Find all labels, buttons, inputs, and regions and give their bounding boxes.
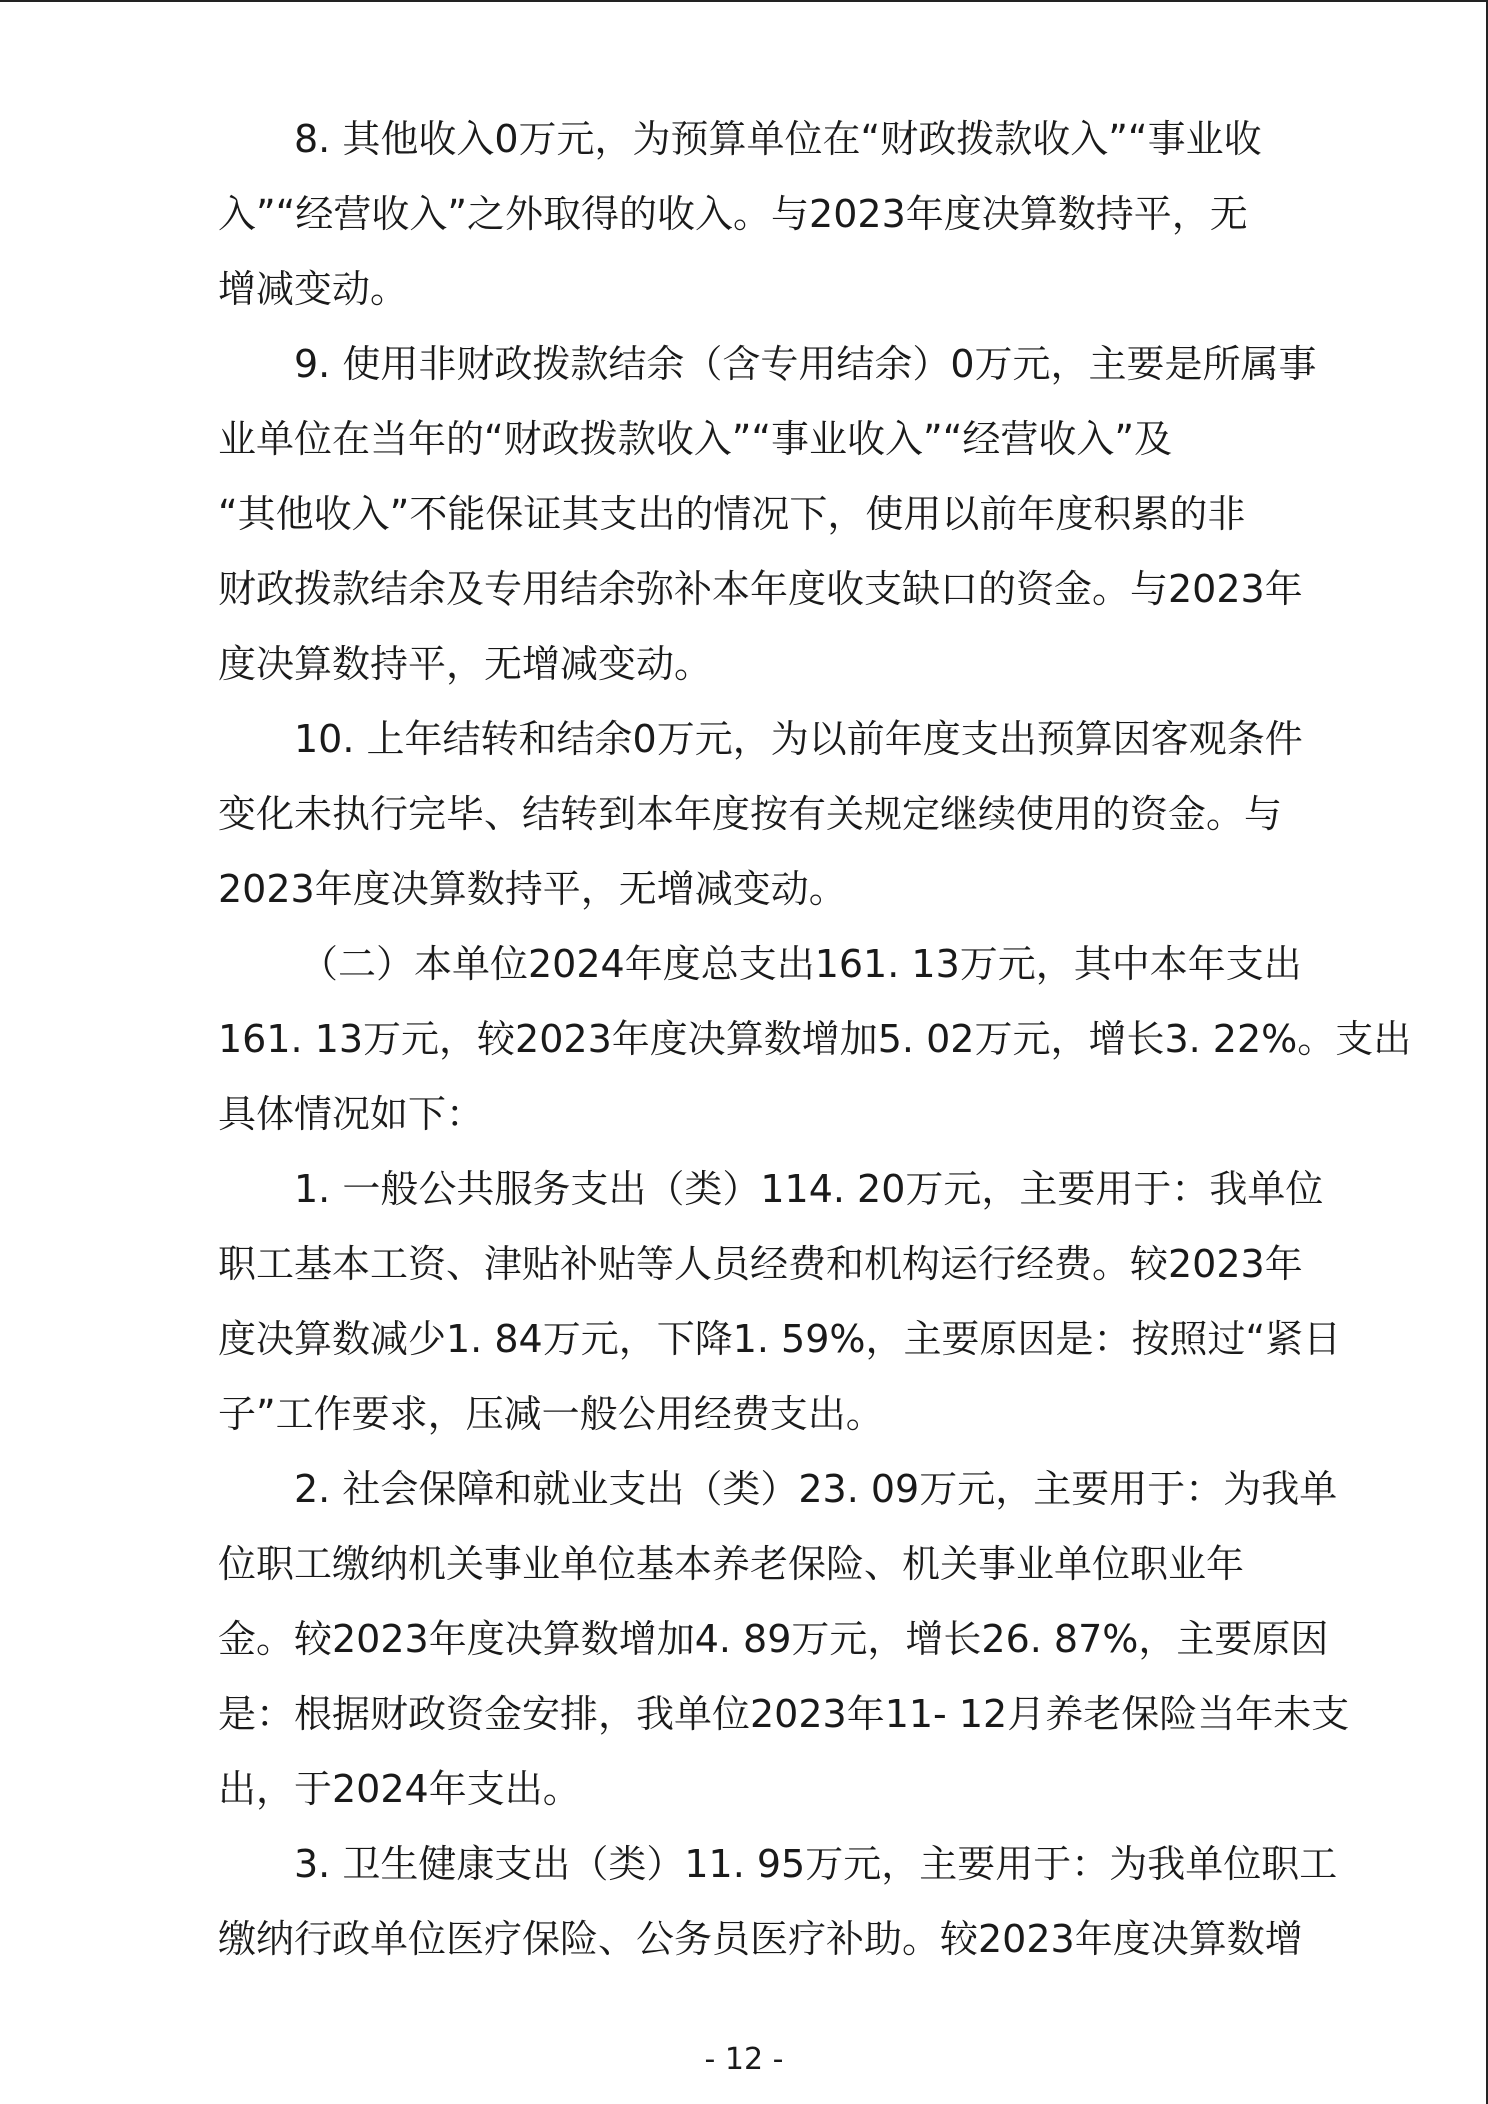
- text-line: 子”工作要求，压减一般公用经费支出。: [218, 1392, 884, 1436]
- text-line: 161. 13万元，较2023年度决算数增加5. 02万元，增长3. 22%。支出: [218, 1017, 1412, 1061]
- text-line: 业单位在当年的“财政拨款收入”“事业收入”“经营收入”及: [218, 417, 1173, 461]
- text-line: 9. 使用非财政拨款结余（含专用结余）0万元，主要是所属事: [294, 342, 1317, 386]
- text-line: 8. 其他收入0万元，为预算单位在“财政拨款收入”“事业收: [294, 117, 1262, 161]
- text-line: 1. 一般公共服务支出（类）114. 20万元，主要用于：我单位: [294, 1167, 1324, 1211]
- text-line: “其他收入”不能保证其支出的情况下，使用以前年度积累的非: [218, 492, 1246, 536]
- text-line: 位职工缴纳机关事业单位基本养老保险、机关事业单位职业年: [218, 1542, 1245, 1586]
- document-body: [218, 102, 1412, 1977]
- text-line: 缴纳行政单位医疗保险、公务员医疗补助。较2023年度决算数增: [218, 1917, 1303, 1961]
- text-line: 职工基本工资、津贴补贴等人员经费和机构运行经费。较2023年: [218, 1242, 1303, 1286]
- page-number: - 12 -: [704, 2042, 784, 2077]
- page-border-top: [0, 0, 1488, 2]
- text-line: 度决算数减少1. 84万元，下降1. 59%，主要原因是：按照过“紧日: [218, 1317, 1342, 1361]
- text-line: 是：根据财政资金安排，我单位2023年11- 12月养老保险当年未支: [218, 1692, 1350, 1736]
- text-line: 度决算数持平，无增减变动。: [218, 642, 713, 686]
- section-heading-line: （二）本单位2024年度总支出161. 13万元，其中本年支出: [300, 942, 1302, 986]
- text-line: 入”“经营收入”之外取得的收入。与2023年度决算数持平，无: [218, 192, 1248, 236]
- text-line: 财政拨款结余及专用结余弥补本年度收支缺口的资金。与2023年: [218, 567, 1303, 611]
- text-line: 10. 上年结转和结余0万元，为以前年度支出预算因客观条件: [294, 717, 1303, 761]
- text-line: 变化未执行完毕、结转到本年度按有关规定继续使用的资金。与: [218, 792, 1283, 836]
- text-line: 3. 卫生健康支出（类）11. 95万元，主要用于：为我单位职工: [294, 1842, 1338, 1886]
- text-line: 2. 社会保障和就业支出（类）23. 09万元，主要用于：为我单: [294, 1467, 1338, 1511]
- text-line: 增减变动。: [218, 267, 409, 311]
- text-line: 具体情况如下：: [218, 1092, 485, 1136]
- text-line: 2023年度决算数持平，无增减变动。: [218, 867, 847, 911]
- text-line: 金。较2023年度决算数增加4. 89万元，增长26. 87%，主要原因: [218, 1617, 1329, 1661]
- text-line: 出，于2024年支出。: [218, 1767, 581, 1811]
